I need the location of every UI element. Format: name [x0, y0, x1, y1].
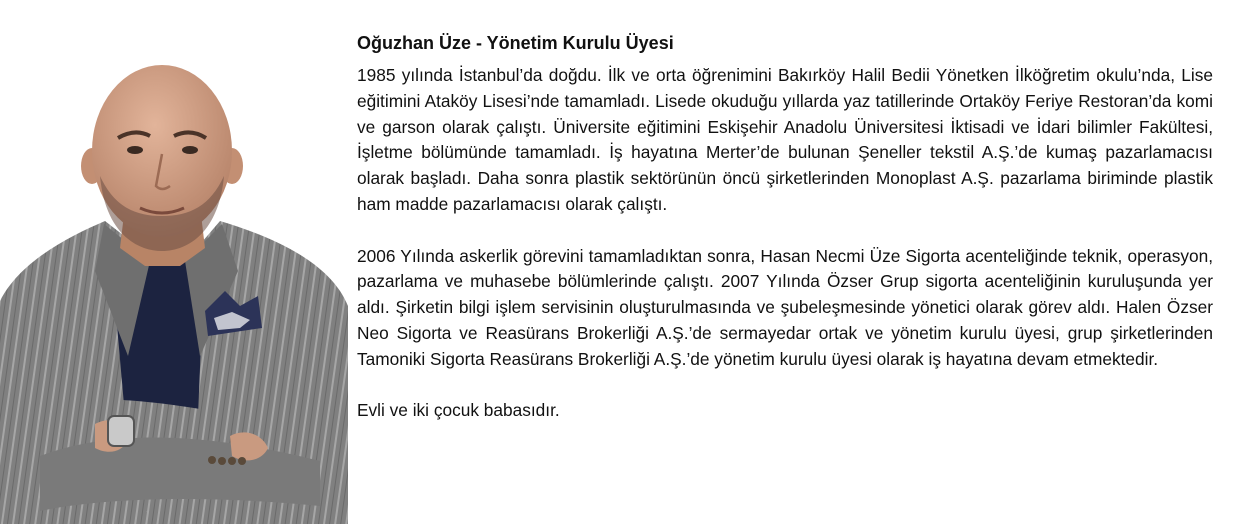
bio-title: Oğuzhan Üze - Yönetim Kurulu Üyesi: [357, 33, 674, 53]
person-portrait-icon: [0, 56, 348, 524]
bio-paragraph-1: 1985 yılında İstanbul’da doğdu. İlk ve orta öğrenimini Bakırköy Halil Bedii Yönetken İlköğretim okulu’nda, Lise eğitimini Ataköy Lisesi’nde tamamladı. Lisede okuduğu yıllarda yaz tatillerinde Ortaköy Feriye Restoran’da komi ve garson olarak çalıştı. Üniversite eğitimini Eskişehir Anadolu Üniversitesi İktisadi ve İdari bilimler Fakültesi, İşletme bölümünde tamamladı. İş hayatına Merter’de bulunan Şeneller tekstil A.Ş.’de kumaş pazarlamacısı olarak başladı. Daha sonra plastik sektörünün öncü şirketlerinden Monoplast A.Ş. pazarlama biriminde plastik ham madde pazarlamacısı olarak çalıştı.: [357, 65, 1213, 214]
bio-paragraph-2: 2006 Yılında askerlik görevini tamamladıktan sonra, Hasan Necmi Üze Sigorta acenteliğinde teknik, operasyon, pazarlama ve muhasebe bölümlerinde çalıştı. 2007 Yılında Özser Grup sigorta acenteliğinin kuruluşunda yer aldı. Şirketin bilgi işlem servisinin oluşturulmasında ve şubeleşmesinde yönetici olarak görev aldı. Halen Özser Neo Sigorta ve Reasürans Brokerliği A.Ş.’de sermayedar ortak ve yönetim kurulu üyesi, grup şirketlerinden Tamoniki Sigorta Reasürans Brokerliği A.Ş.’de yönetim kurulu üyesi olarak iş hayatına devam etmektedir.: [357, 245, 1213, 369]
biography-section: [357, 32, 1213, 424]
bio-paragraph-3: Evli ve iki çocuk babasıdır.: [357, 400, 560, 421]
portrait-photo: [0, 56, 348, 524]
